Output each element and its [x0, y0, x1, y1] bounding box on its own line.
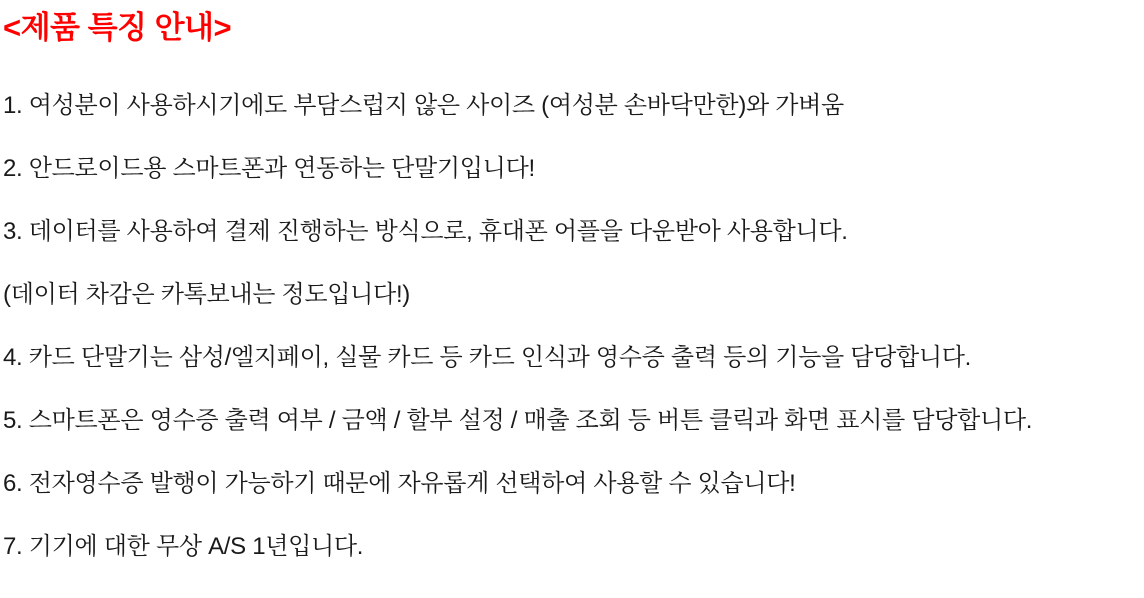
page-title: <제품 특징 안내>	[3, 10, 232, 45]
feature-line-1: 1. 여성분이 사용하시기에도 부담스럽지 않은 사이즈 (여성분 손바닥만한)와 가벼움	[3, 92, 844, 119]
feature-line-4: 4. 카드 단말기는 삼성/엘지페이, 실물 카드 등 카드 인식과 영수증 출력 등의 기능을 담당합니다.	[3, 344, 972, 371]
feature-line-3: 3. 데이터를 사용하여 결제 진행하는 방식으로, 휴대폰 어플을 다운받아 사용합니다.	[3, 218, 848, 245]
feature-line-5: 5. 스마트폰은 영수증 출력 여부 / 금액 / 할부 설정 / 매출 조회 등 버튼 클릭과 화면 표시를 담당합니다.	[3, 407, 1033, 434]
feature-line-7: 7. 기기에 대한 무상 A/S 1년입니다.	[3, 533, 364, 560]
feature-line-3-note: (데이터 차감은 카톡보내는 정도입니다!)	[3, 281, 410, 308]
feature-line-6: 6. 전자영수증 발행이 가능하기 때문에 자유롭게 선택하여 사용할 수 있습니다!	[3, 470, 796, 497]
feature-line-2: 2. 안드로이드용 스마트폰과 연동하는 단말기입니다!	[3, 155, 535, 182]
